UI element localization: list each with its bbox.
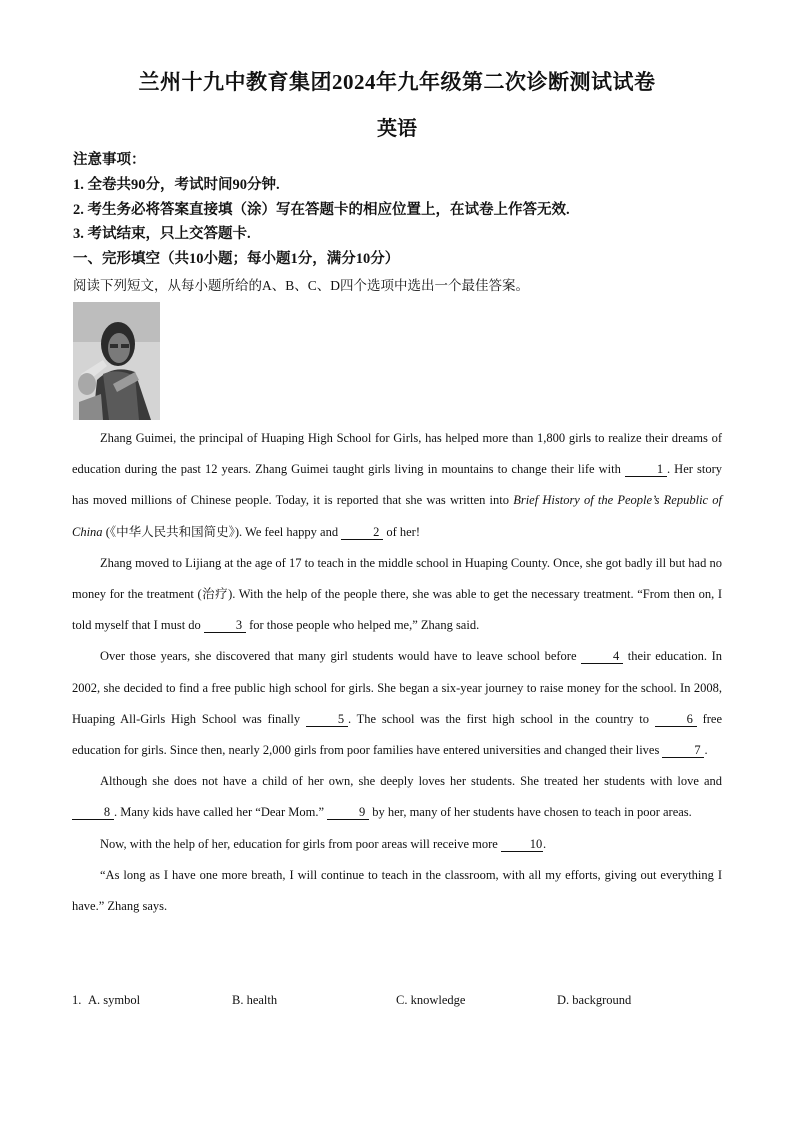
- paragraph-6: “As long as I have one more breath, I will continue to teach in the classroom, with all my efforts, giving out everything I have.” Zhang says.: [72, 867, 722, 914]
- blank-6: 6: [655, 712, 697, 727]
- option-d[interactable]: D. background: [557, 993, 632, 1007]
- section-instruction: 阅读下列短文，从每小题所给的A、B、C、D四个选项中选出一个最佳答案。: [73, 278, 530, 293]
- paragraph-1: Zhang Guimei, the principal of Huaping High School for Girls, has helped more than 1,800 girls to realize their dreams of education during the past 12 years. Zhang Guimei taught girls living in mountains to change their life with 1 . Her story has moved millions of Chinese people. Today, it is reported that she was written into Brief History of the People’s Republic of China (《中华人民共和国简史》). We feel happy and 2 of her!: [72, 431, 722, 539]
- blank-1: 1: [625, 462, 667, 477]
- option-b[interactable]: B. health: [232, 993, 278, 1007]
- note-item-3: 3. 考试结束，只上交答题卡.: [73, 226, 251, 242]
- blank-5: 5: [306, 712, 348, 727]
- blank-2: 2: [341, 525, 383, 540]
- blank-3: 3: [204, 618, 246, 633]
- passage: [72, 423, 722, 922]
- portrait-photo: [73, 302, 160, 420]
- exam-title: 兰州十九中教育集团2024年九年级第二次诊断测试试卷: [138, 70, 656, 94]
- note-item-1: 1. 全卷共90分，考试时间90分钟.: [73, 177, 280, 193]
- blank-10: 10: [501, 837, 543, 852]
- paragraph-5: Now, with the help of her, education for girls from poor areas will receive more 10.: [100, 836, 547, 851]
- subject-title: 英语: [377, 118, 417, 140]
- question-1-options: [72, 993, 722, 1011]
- blank-8: 8: [72, 805, 114, 820]
- paragraph-3: Over those years, she discovered that many girl students would have to leave school before 4 their education. In 2002, she decided to find a free public high school for girls. She began a six-year journey to raise money for the school. In 2008, Huaping All-Girls High School was finally 5 . The school was the first high school in the country to 6 free education for girls. Since then, nearly 2,000 girls from poor families have entered universities and changed their lives 7 .: [72, 649, 722, 758]
- option-a[interactable]: A. symbol: [88, 993, 141, 1007]
- notes-heading: 注意事项：: [73, 152, 146, 168]
- blank-4: 4: [581, 649, 623, 664]
- blank-7: 7: [662, 743, 704, 758]
- question-1-number: 1.: [72, 993, 82, 1007]
- paragraph-4: Although she does not have a child of her own, she deeply loves her students. She treated her students with love and 8 . Many kids have called her “Dear Mom.” 9 by her, many of her students have chosen to teach in poor areas.: [72, 766, 722, 828]
- section-heading: 一、完形填空（共10小题；每小题1分，满分10分）: [73, 251, 400, 267]
- paragraph-2: Zhang moved to Lijiang at the age of 17 to teach in the middle school in Huaping County. Once, she got badly ill but had no money for the treatment (治疗). With the help of the people there, she was able to get the necessary treatment. “From then on, I told myself that I must do 3 for those people who helped me,” Zhang said.: [72, 555, 722, 633]
- book-title: Brief History of the People’s Republic of China: [72, 493, 722, 539]
- option-c[interactable]: C. knowledge: [396, 993, 466, 1007]
- blank-9: 9: [327, 805, 369, 820]
- note-item-2: 2. 考生务必将答案直接填（涂）写在答题卡的相应位置上，在试卷上作答无效.: [73, 202, 570, 218]
